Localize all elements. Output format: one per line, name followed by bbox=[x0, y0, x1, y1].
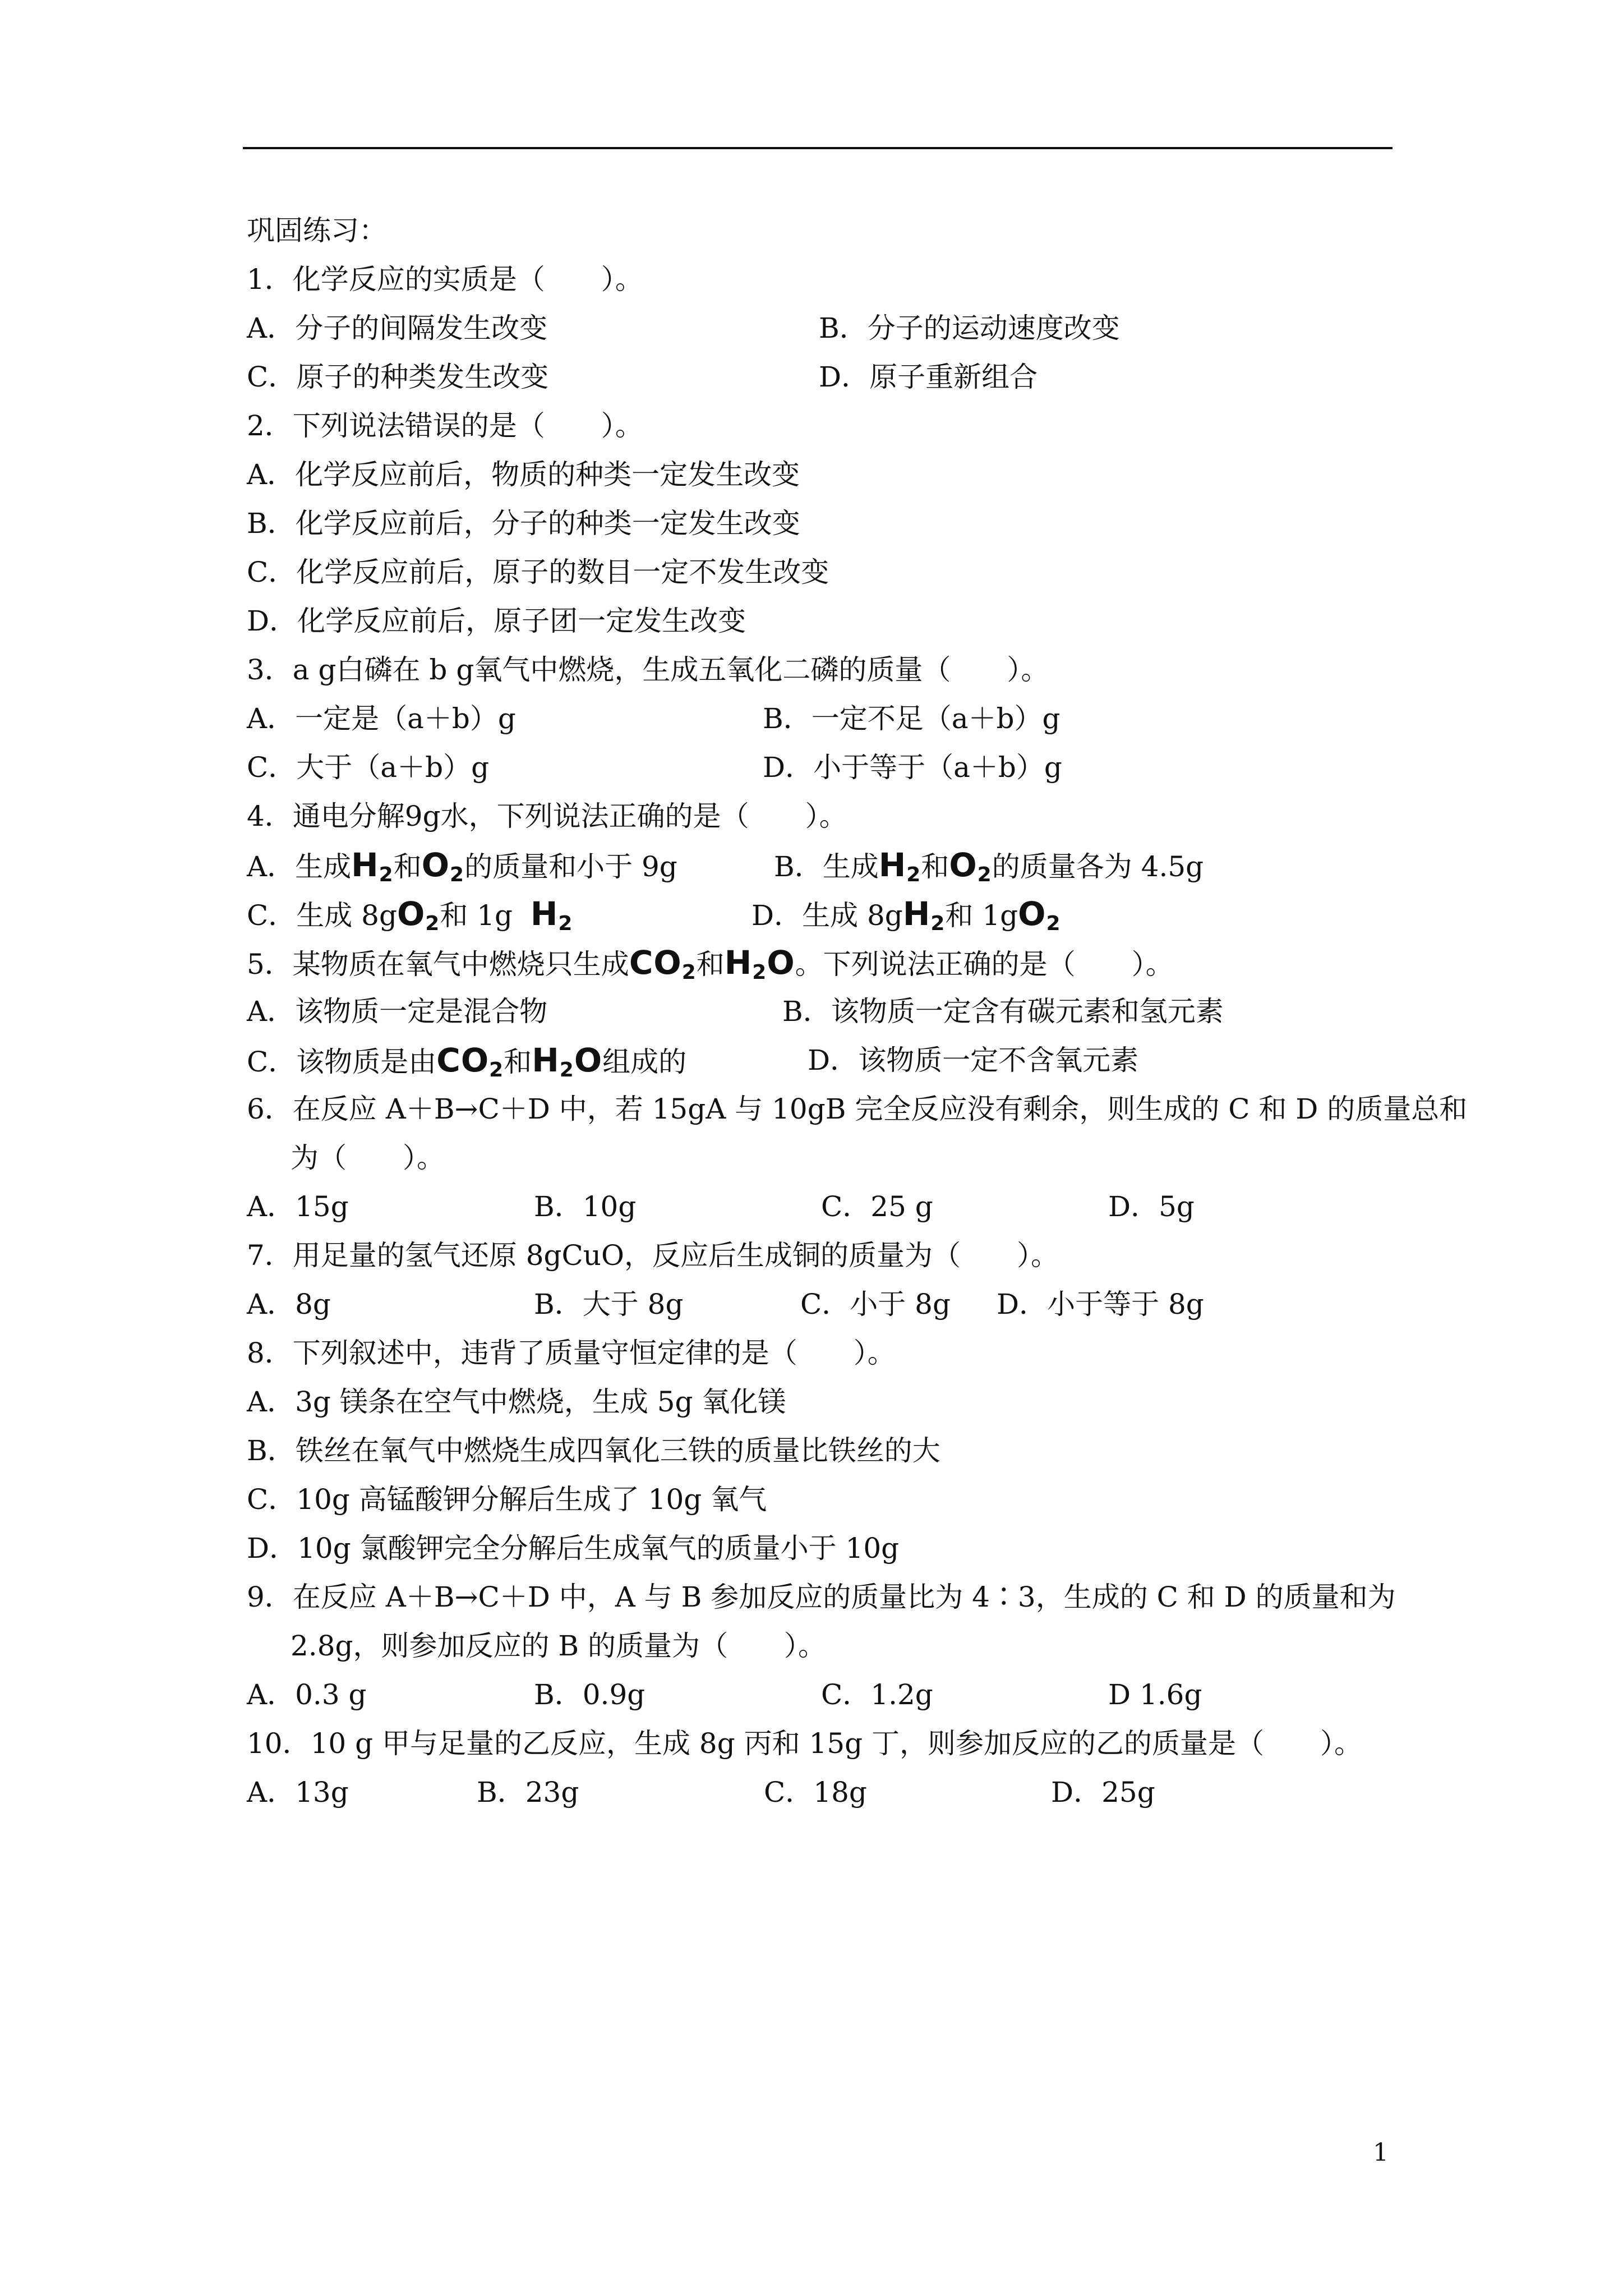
element-o: O bbox=[396, 895, 426, 933]
q4-c-prefix: C．生成 8g bbox=[247, 899, 397, 932]
question-3: 3．a g白磷在 b g氧气中燃烧，生成五氧化二磷的质量（ ）。 bbox=[247, 654, 1049, 686]
q10-options bbox=[247, 1768, 1402, 1817]
element-h: H bbox=[724, 944, 753, 982]
q10-option-b: B．23g bbox=[477, 1776, 579, 1809]
page-number: 1 bbox=[1373, 2138, 1389, 2167]
q3-options-row2 bbox=[247, 743, 1402, 792]
q4-option-d bbox=[751, 890, 1061, 938]
q5-c-suffix: 组成的 bbox=[602, 1046, 687, 1078]
q6-options bbox=[247, 1182, 1402, 1231]
q5-option-b: B．该物质一定含有碳元素和氢元素 bbox=[782, 995, 1224, 1028]
q4-b-mid: 和 bbox=[921, 850, 949, 883]
q9-options bbox=[247, 1671, 1402, 1719]
header-rule bbox=[243, 147, 1393, 149]
q5-stem-suffix: 。下列说法正确的是（ ）。 bbox=[795, 948, 1174, 981]
element-o: O bbox=[1018, 895, 1046, 933]
q4-options-row1 bbox=[247, 841, 1402, 890]
subscript: 2 bbox=[489, 1059, 504, 1082]
element-h: H bbox=[902, 895, 931, 933]
q7-options bbox=[247, 1280, 1402, 1329]
subscript: 2 bbox=[1046, 912, 1061, 935]
q1-options-row1 bbox=[247, 304, 1402, 353]
q5-options-row1 bbox=[247, 987, 1402, 1036]
q6-option-b: B．10g bbox=[534, 1190, 637, 1223]
q3-options-row1 bbox=[247, 694, 1402, 743]
q5-option-d: D．该物质一定不含氧元素 bbox=[808, 1044, 1139, 1076]
subscript: 2 bbox=[752, 961, 767, 984]
q7-option-d: D．小于等于 8g bbox=[997, 1288, 1204, 1320]
q2-option-c: C．化学反应前后，原子的数目一定不发生改变 bbox=[247, 556, 829, 588]
element-h: H bbox=[351, 846, 379, 884]
question-6: 6．在反应 A＋B→C＋D 中，若 15gA 与 10gB 完全反应没有剩余，则生成的 C 和 D 的质量总和 bbox=[247, 1093, 1468, 1125]
element-h: H bbox=[530, 895, 559, 933]
question-9-continued: 2.8g，则参加反应的 B 的质量为（ ）。 bbox=[291, 1630, 827, 1662]
q9-option-d: D 1.6g bbox=[1108, 1678, 1202, 1711]
q4-d-prefix: D．生成 8g bbox=[751, 899, 903, 932]
q5-stem-prefix: 5．某物质在氧气中燃烧只生成 bbox=[247, 948, 629, 981]
q5-option-a: A．该物质一定是混合物 bbox=[247, 995, 548, 1028]
q9-option-a: A．0.3 g bbox=[247, 1678, 367, 1711]
section-title: 巩固练习： bbox=[247, 214, 387, 247]
subscript: 2 bbox=[379, 863, 394, 886]
q5-c-mid: 和 bbox=[504, 1046, 532, 1078]
subscript: 2 bbox=[906, 863, 921, 886]
q3-option-b: B．一定不足（a＋b）g bbox=[763, 702, 1061, 735]
q10-option-d: D．25g bbox=[1051, 1776, 1155, 1809]
q2-option-b: B．化学反应前后，分子的种类一定发生改变 bbox=[247, 507, 800, 540]
question-8: 8．下列叙述中，违背了质量守恒定律的是（ ）。 bbox=[247, 1337, 896, 1369]
q10-option-c: C．18g bbox=[764, 1776, 867, 1809]
q7-option-c: C．小于 8g bbox=[800, 1288, 951, 1320]
formula-co2 bbox=[629, 944, 697, 982]
q7-option-a: A．8g bbox=[247, 1288, 331, 1320]
q9-option-b: B．0.9g bbox=[534, 1678, 645, 1711]
question-1: 1．化学反应的实质是（ ）。 bbox=[247, 263, 643, 296]
q6-option-c: C．25 g bbox=[821, 1190, 933, 1223]
q4-a-mid: 和 bbox=[393, 850, 422, 883]
q8-option-d: D．10g 氯酸钾完全分解后生成氧气的质量小于 10g bbox=[247, 1532, 900, 1565]
element-h: H bbox=[878, 846, 907, 884]
subscript: 2 bbox=[977, 863, 992, 886]
question-2: 2．下列说法错误的是（ ）。 bbox=[247, 409, 643, 442]
question-10: 10．10 g 甲与足量的乙反应，生成 8g 丙和 15g 丁，则参加反应的乙的质量是（ ）。 bbox=[247, 1727, 1363, 1760]
q8-option-c: C．10g 高锰酸钾分解后生成了 10g 氧气 bbox=[247, 1483, 767, 1516]
element-o: O bbox=[767, 944, 795, 982]
subscript: 2 bbox=[681, 961, 697, 984]
q4-b-suffix: 的质量各为 4.5g bbox=[992, 850, 1204, 883]
q2-option-a: A．化学反应前后，物质的种类一定发生改变 bbox=[247, 458, 800, 491]
subscript: 2 bbox=[930, 912, 946, 935]
element-o: O bbox=[949, 846, 978, 884]
element-o: O bbox=[421, 846, 450, 884]
subscript: 2 bbox=[450, 863, 465, 886]
q2-option-d: D．化学反应前后，原子团一定发生改变 bbox=[247, 605, 746, 637]
q10-option-a: A．13g bbox=[247, 1776, 349, 1809]
q3-option-a: A．一定是（a＋b）g bbox=[247, 702, 516, 735]
q5-stem-mid: 和 bbox=[696, 948, 725, 981]
element-h: H bbox=[532, 1041, 560, 1079]
q3-option-d: D．小于等于（a＋b）g bbox=[763, 751, 1062, 784]
q4-option-b bbox=[774, 841, 1204, 890]
question-7: 7．用足量的氢气还原 8gCuO，反应后生成铜的质量为（ ）。 bbox=[247, 1239, 1059, 1272]
question-5 bbox=[247, 938, 1402, 987]
q4-option-a bbox=[247, 841, 774, 890]
q7-option-b: B．大于 8g bbox=[534, 1288, 684, 1320]
q4-c-mid: 和 1g bbox=[440, 899, 513, 932]
q4-b-prefix: B．生成 bbox=[774, 850, 879, 883]
q1-option-a: A．分子的间隔发生改变 bbox=[247, 312, 548, 344]
q1-options-row2 bbox=[247, 353, 1402, 402]
q5-c-prefix: C．该物质是由 bbox=[247, 1046, 437, 1078]
q8-option-a: A．3g 镁条在空气中燃烧，生成 5g 氧化镁 bbox=[247, 1386, 786, 1418]
q8-option-b: B．铁丝在氧气中燃烧生成四氧化三铁的质量比铁丝的大 bbox=[247, 1434, 940, 1467]
q6-option-a: A．15g bbox=[247, 1190, 349, 1223]
subscript: 2 bbox=[425, 912, 440, 935]
q4-options-row2 bbox=[247, 890, 1402, 938]
element-co: CO bbox=[436, 1041, 490, 1079]
q9-option-c: C．1.2g bbox=[821, 1678, 933, 1711]
subscript: 2 bbox=[558, 912, 573, 935]
formula-h2o bbox=[725, 944, 795, 982]
question-9: 9．在反应 A＋B→C＋D 中，A 与 B 参加反应的质量比为 4∶3，生成的 C 和 D 的质量和为 bbox=[247, 1581, 1396, 1613]
subscript: 2 bbox=[559, 1059, 574, 1082]
q5-options-row2 bbox=[247, 1036, 1402, 1085]
q1-option-d: D．原子重新组合 bbox=[819, 361, 1038, 393]
q4-option-c bbox=[247, 890, 751, 938]
q1-option-b: B．分子的运动速度改变 bbox=[819, 312, 1120, 344]
q6-option-d: D．5g bbox=[1108, 1190, 1195, 1223]
element-o: O bbox=[574, 1041, 603, 1079]
element-co: CO bbox=[629, 944, 682, 982]
q1-option-c: C．原子的种类发生改变 bbox=[247, 361, 549, 393]
question-6-continued: 为（ ）。 bbox=[291, 1142, 445, 1174]
q4-d-mid: 和 1g bbox=[945, 899, 1018, 932]
q3-option-c: C．大于（a＋b）g bbox=[247, 751, 490, 784]
exercise-content bbox=[247, 206, 1468, 1817]
q4-a-suffix: 的质量和小于 9g bbox=[464, 850, 677, 883]
q4-a-prefix: A．生成 bbox=[247, 850, 352, 883]
question-4: 4．通电分解9g水，下列说法正确的是（ ）。 bbox=[247, 800, 847, 832]
q5-option-c bbox=[247, 1036, 808, 1085]
